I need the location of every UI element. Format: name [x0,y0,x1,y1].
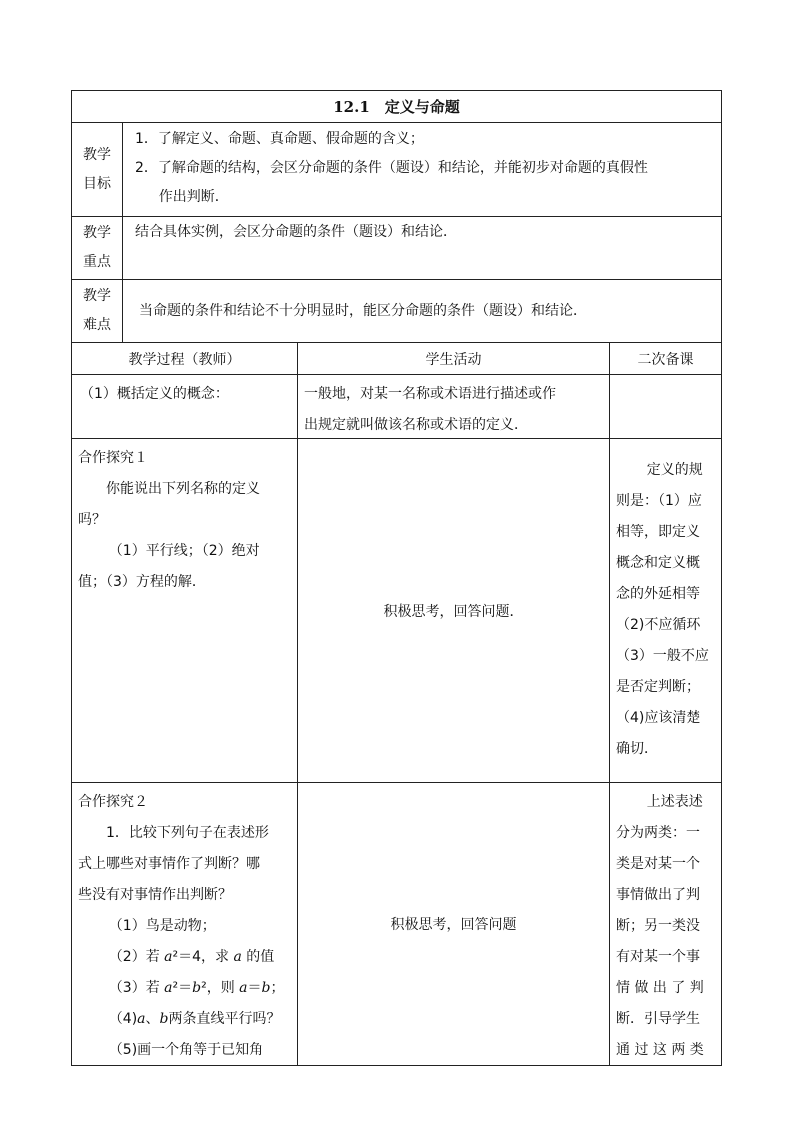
explore1-teacher: 合作探究１ 你能说出下列名称的定义 吗？ （1）平行线；（2）绝对 值；（3）方程的解． [72,439,298,782]
keypoint-row [72,217,721,280]
row1-teacher: （1）概括定义的概念： [72,375,298,438]
header-student: 学生活动 [298,343,610,374]
explore2-teacher: 合作探究２ 1．比较下列句子在表述形 式上哪些对事情作了判断？哪 些没有对事情作出判断？ （1）鸟是动物； （2）若 a²＝4，求 a 的值 （3）若 a²＝b²，则 a＝b； （4)a、b两条直线平行吗？ （5)画一个角等于已知角 [72,783,298,1065]
difficulty-content: 当命题的条件和结论不十分明显时，能区分命题的条件（题设）和结论． [139,302,587,319]
goals-row [72,123,721,217]
explore1-question: 你能说出下列名称的定义 [106,481,260,497]
explore2-question: 1．比较下列句子在表述形 [106,825,269,841]
lesson-title: 12.1 定义与命题 [72,91,721,123]
goals-content [123,123,721,216]
goals-label: 教学 目标 [72,123,123,216]
goal-item-2-cont: 作出判断． [158,189,229,205]
row1-student: 一般地，对某一名称或术语进行描述或作 出规定就叫做该名称或术语的定义． [298,375,610,438]
explore1-row [72,439,721,783]
process-row-1 [72,375,721,439]
explore2-row [72,783,721,1066]
explore2-title: 合作探究２ [78,794,148,810]
header-teacher: 教学过程（教师） [72,343,298,374]
explore1-notes: 定义的规 则是：（1）应 相等，即定义 概念和定义概 念的外延相等 （2)不应循环 （3）一般不应 是否定判断； （4)应该清楚 确切． [616,462,709,757]
keypoint-content: 结合具体实例，会区分命题的条件（题设）和结论． [135,224,457,240]
sentence-5: （5)画一个角等于已知角 [108,1042,264,1058]
explore2-notes: 上述表述 分为两类：一 类是对某一个 事情做出了判 断；另一类没 有对某一个事 情 做 出 了 判 断．引导学生 通 过 这 两 类 [616,794,704,1058]
explore1-title: 合作探究１ [78,450,148,466]
goal-item-2: 2．了解命题的结构，会区分命题的条件（题设）和结论，并能初步对命题的真假性 [135,160,648,176]
sentence-3: （3）若 a²＝b²，则 a＝b； [108,980,285,996]
explore1-student: 积极思考，回答问题． [298,439,610,782]
sentence-4: （4)a、b两条直线平行吗？ [108,1011,281,1027]
explore2-student: 积极思考，回答问题 [298,783,610,1065]
header-row [72,343,721,375]
sentence-1: （1）鸟是动物； [108,918,216,934]
header-notes: 二次备课 [637,351,694,368]
row1-notes [610,375,721,438]
explore1-items: （1）平行线；（2）绝对 [108,543,260,559]
difficulty-row [72,280,721,343]
lesson-plan-table [71,90,722,1066]
goal-item-1: 1．了解定义、命题、真命题、假命题的含义； [135,131,424,147]
keypoint-label: 教学 重点 [72,217,123,279]
sentence-2: （2）若 a²＝4，求 a 的值 [108,949,275,965]
difficulty-label: 教学 难点 [72,280,123,342]
